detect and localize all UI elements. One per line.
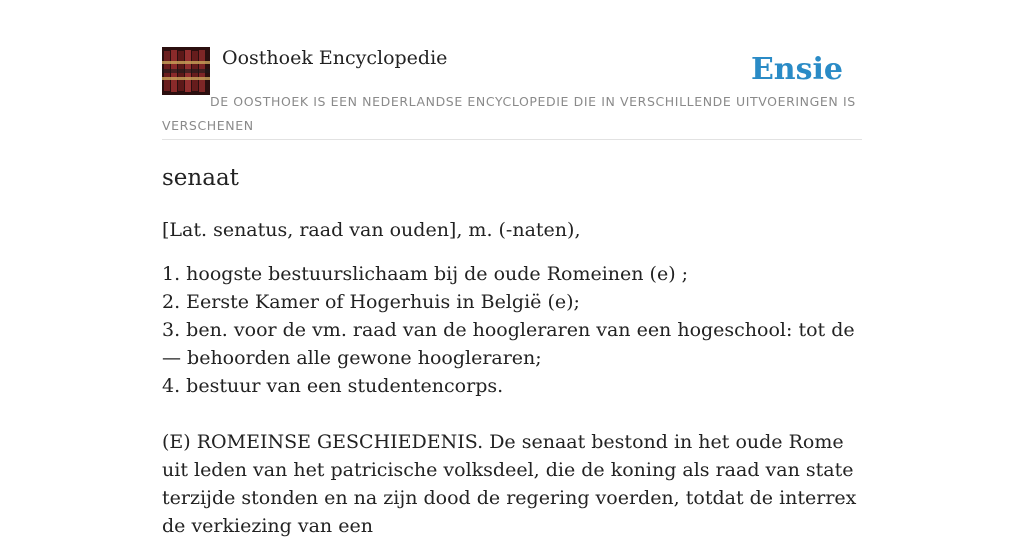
site-name-link[interactable]: Oosthoek Encyclopedie (222, 47, 448, 69)
entry-content (162, 160, 862, 540)
definition-item: 4. bestuur van een studentencorps. (162, 375, 504, 397)
encyclopedic-text: (E) ROMEINSE GESCHIEDENIS. De senaat bestond in het oude Rome uit leden van het patricische volksdeel, die de koning als raad van state terzijde stonden en na zijn dood de regering voerden, totdat de interrex de verkiezing van een (162, 431, 857, 537)
definition-item: 2. Eerste Kamer of Hogerhuis in België (e); (162, 291, 580, 313)
definitions-list (162, 260, 862, 400)
definition-item: 1. hoogste bestuurslichaam bij de oude Romeinen (e) ; (162, 263, 689, 285)
entry-title: senaat (162, 165, 239, 191)
brand-logo-link[interactable]: Ensie (750, 52, 843, 87)
encyclopedia-books-icon (162, 47, 210, 95)
site-avatar[interactable] (162, 47, 210, 95)
site-header (162, 46, 862, 140)
definition-item: 3. ben. voor de vm. raad van de hoogleraren van een hogeschool: tot de — behoorden alle gewone hoogleraren; (162, 319, 855, 369)
site-tagline: DE OOSTHOEK IS EEN NEDERLANDSE ENCYCLOPEDIE DIE IN VERSCHILLENDE UITVOERINGEN IS VERSCHENEN (162, 94, 856, 133)
entry-etymology: [Lat. senatus, raad van ouden], m. (-naten), (162, 219, 581, 241)
